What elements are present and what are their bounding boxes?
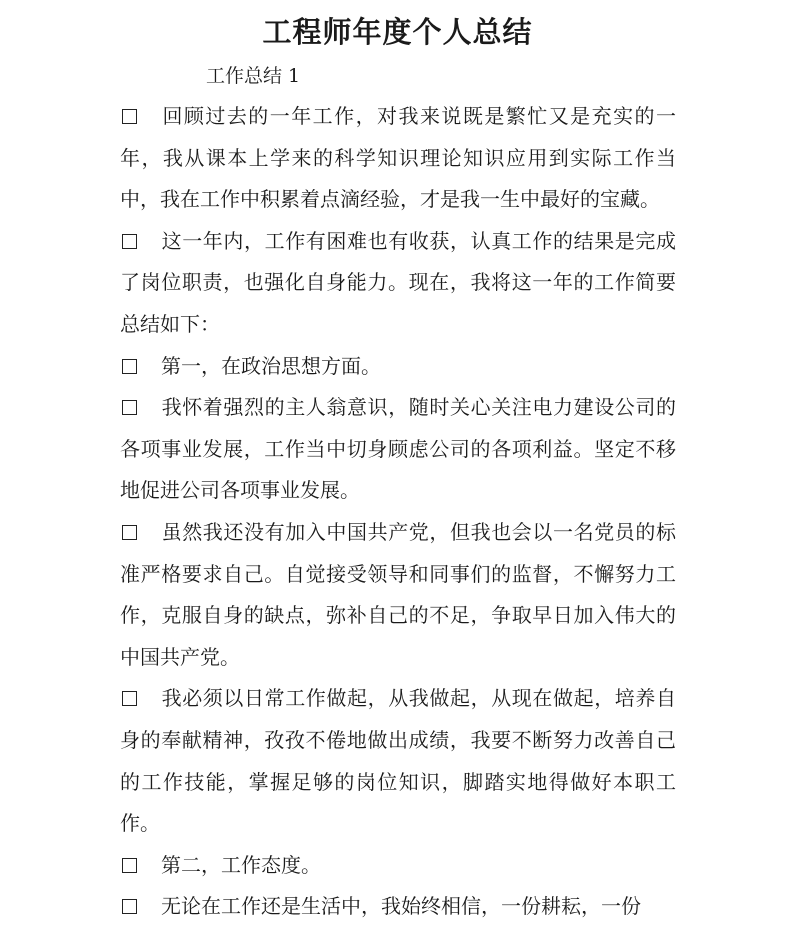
document-title: 工程师年度个人总结 <box>262 15 533 49</box>
paragraph <box>120 387 676 512</box>
checkbox-square-icon <box>122 691 137 706</box>
paragraph-text: 我必须以日常工作做起，从我做起，从现在做起，培养自身的奉献精神，孜孜不倦地做出成绩，我要不断努力改善自己的工作技能，掌握足够的岗位知识，脚踏实地得做好本职工作。 <box>120 686 676 836</box>
checkbox-square-icon <box>122 899 137 914</box>
checkbox-square-icon <box>122 359 137 374</box>
checkbox-square-icon <box>122 109 137 124</box>
paragraph-text: 第一，在政治思想方面。 <box>161 353 381 378</box>
checkbox-square-icon <box>122 234 137 249</box>
paragraph <box>120 678 676 844</box>
paragraph <box>120 886 676 928</box>
paragraph <box>120 346 676 388</box>
paragraph <box>120 96 676 221</box>
paragraph-text: 第二，工作态度。 <box>161 852 321 877</box>
checkbox-square-icon <box>122 525 137 540</box>
paragraph-text: 我怀着强烈的主人翁意识，随时关心关注电力建设公司的各项事业发展，工作当中切身顾虑公司的各项利益。坚定不移地促进公司各项事业发展。 <box>120 395 676 503</box>
checkbox-square-icon <box>122 858 137 873</box>
paragraph-text: 虽然我还没有加入中国共产党，但我也会以一名党员的标准严格要求自己。自觉接受领导和同事们的监督，不懈努力工作，克服自身的缺点，弥补自己的不足，争取早日加入伟大的中国共产党。 <box>120 519 676 669</box>
paragraph-text: 这一年内，工作有困难也有收获，认真工作的结果是完成了岗位职责，也强化自身能力。现在，我将这一年的工作简要总结如下： <box>120 228 676 336</box>
paragraph-text: 回顾过去的一年工作，对我来说既是繁忙又是充实的一年，我从课本上学来的科学知识理论知识应用到实际工作当中，我在工作中积累着点滴经验，才是我一生中最好的宝藏。 <box>120 104 676 212</box>
paragraph <box>120 845 676 887</box>
checkbox-square-icon <box>122 400 137 415</box>
paragraph <box>120 512 676 678</box>
paragraph-text: 无论在工作还是生活中，我始终相信，一份耕耘，一份 <box>161 894 641 919</box>
document-subtitle: 工作总结 1 <box>206 65 301 87</box>
document-body <box>120 96 676 928</box>
paragraph <box>120 221 676 346</box>
